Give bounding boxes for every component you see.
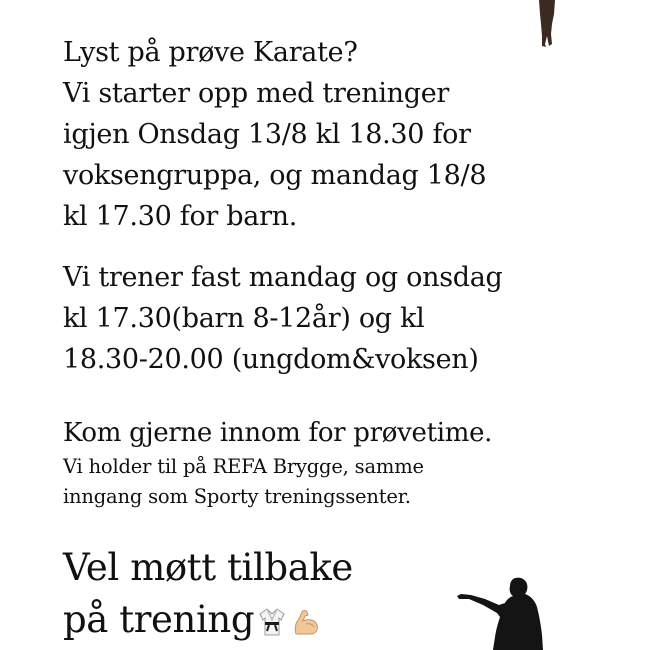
welcome-line-2	[63, 594, 353, 646]
flexed-biceps-icon	[290, 606, 322, 638]
intro-line: Lyst på prøve Karate?	[63, 37, 358, 68]
schedule-line: Vi trener fast mandag og onsdag	[63, 262, 503, 293]
intro-text	[63, 32, 486, 237]
location-text	[63, 452, 424, 512]
schedule-line: 18.30-20.00 (ungdom&voksen)	[63, 344, 479, 375]
location-line: inngang som Sporty treningssenter.	[63, 485, 411, 508]
welcome-heading	[63, 542, 353, 646]
schedule-line: kl 17.30(barn 8-12år) og kl	[63, 303, 425, 334]
welcome-line-2-text: på trening	[63, 598, 255, 641]
intro-line: igjen Onsdag 13/8 kl 18.30 for	[63, 119, 471, 150]
intro-line: voksengruppa, og mandag 18/8	[63, 160, 487, 191]
schedule-text	[63, 257, 503, 380]
visit-text: Kom gjerne innom for prøvetime.	[63, 418, 493, 448]
karate-silhouette-bottom-icon	[455, 575, 555, 650]
intro-line: kl 17.30 for barn.	[63, 201, 298, 232]
martial-arts-uniform-icon	[256, 606, 288, 638]
location-line: Vi holder til på REFA Brygge, samme	[63, 455, 424, 478]
welcome-line-1: Vel møtt tilbake	[63, 546, 353, 589]
karate-silhouette-top-icon	[525, 0, 565, 50]
intro-line: Vi starter opp med treninger	[63, 78, 450, 109]
